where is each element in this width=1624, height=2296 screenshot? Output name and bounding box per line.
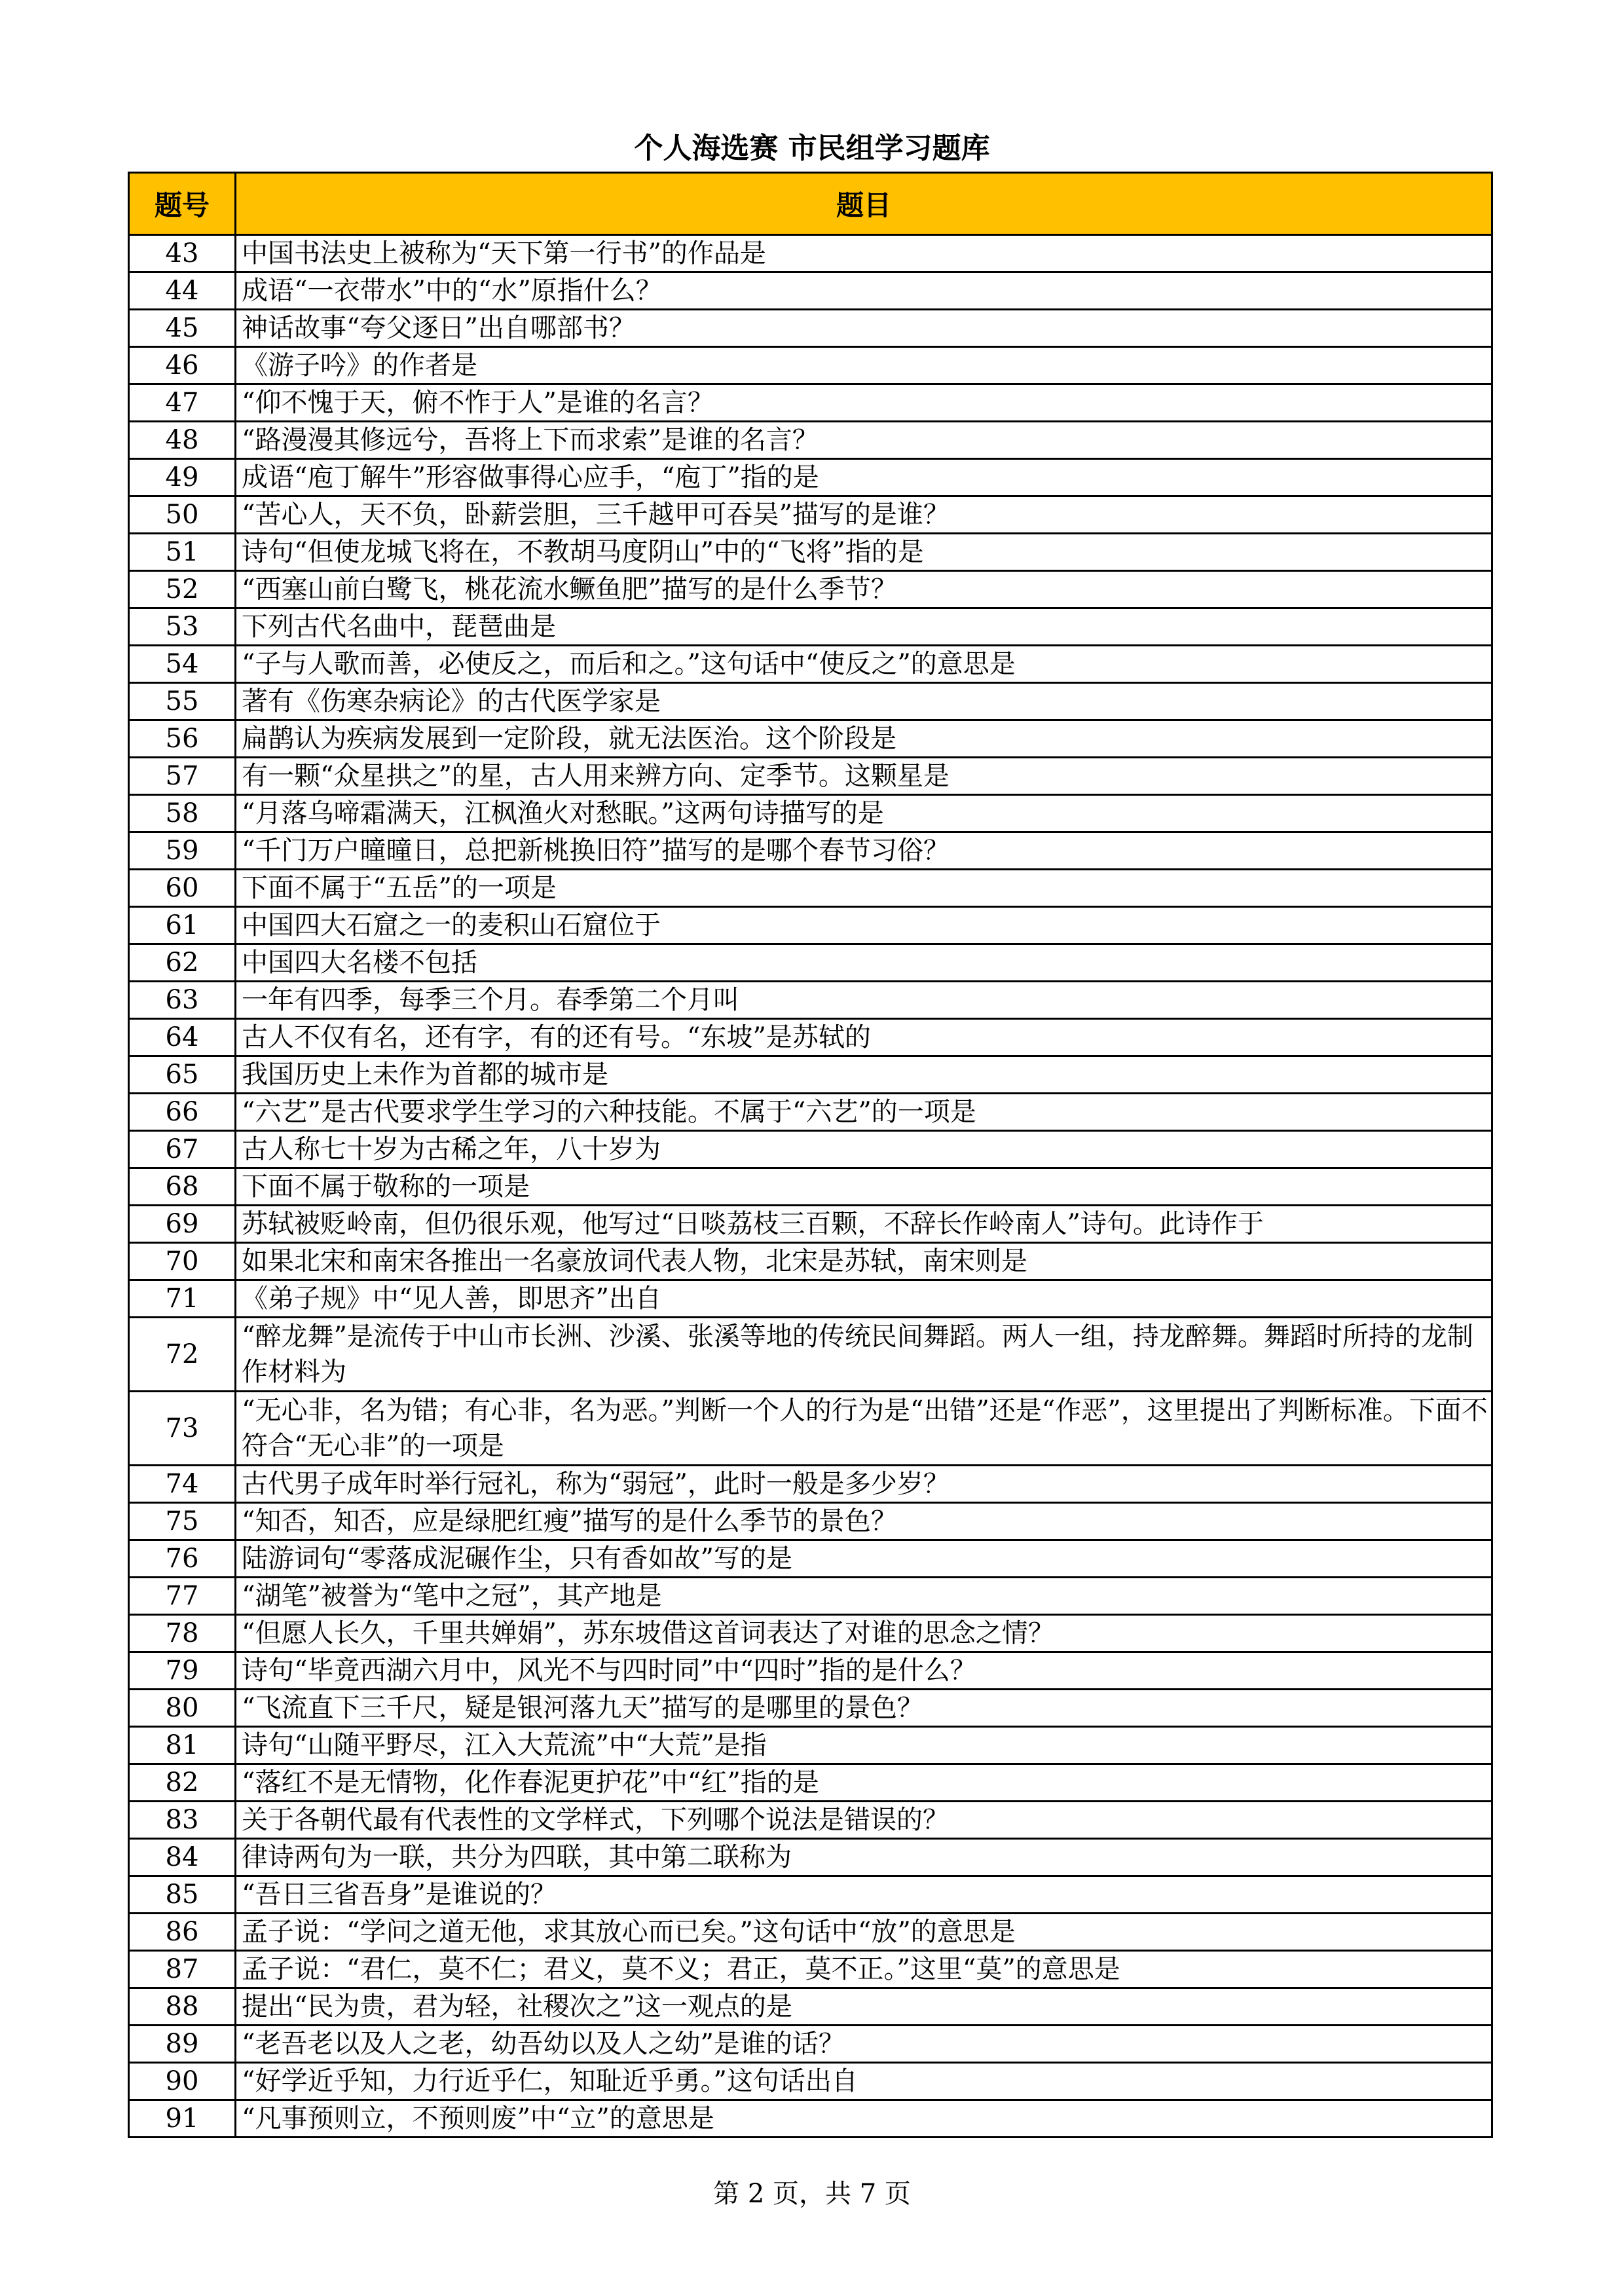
page-footer: 第 2 页，共 7 页 <box>713 2179 911 2209</box>
question-number: 81 <box>129 1727 236 1764</box>
table-row <box>129 1988 1492 2026</box>
question-text: “知否，知否，应是绿肥红瘦”描写的是什么季节的景色？ <box>236 1503 1492 1540</box>
question-number: 62 <box>129 944 236 982</box>
question-number: 82 <box>129 1764 236 1802</box>
table-row <box>129 496 1492 534</box>
question-number: 70 <box>129 1243 236 1280</box>
table-row <box>129 1280 1492 1318</box>
question-text: 诗句“毕竟西湖六月中，风光不与四时同”中“四时”指的是什么？ <box>236 1652 1492 1690</box>
question-number: 45 <box>129 310 236 347</box>
question-text: 中国四大名楼不包括 <box>236 944 1492 982</box>
question-text: 扁鹊认为疾病发展到一定阶段，就无法医治。这个阶段是 <box>236 720 1492 758</box>
question-number: 65 <box>129 1056 236 1094</box>
question-text: “路漫漫其修远兮，吾将上下而求索”是谁的名言？ <box>236 422 1492 459</box>
question-number: 86 <box>129 1914 236 1951</box>
table-row <box>129 944 1492 982</box>
question-text: 如果北宋和南宋各推出一名豪放词代表人物，北宋是苏轼，南宋则是 <box>236 1243 1492 1280</box>
question-text: 诗句“但使龙城飞将在，不教胡马度阴山”中的“飞将”指的是 <box>236 534 1492 571</box>
table-row <box>129 907 1492 944</box>
question-number: 87 <box>129 1951 236 1988</box>
question-text: 古人称七十岁为古稀之年，八十岁为 <box>236 1131 1492 1168</box>
question-number: 54 <box>129 646 236 683</box>
question-text: “湖笔”被誉为“笔中之冠”，其产地是 <box>236 1578 1492 1615</box>
table-row <box>129 1615 1492 1652</box>
question-text: “子与人歌而善，必使反之，而后和之。”这句话中“使反之”的意思是 <box>236 646 1492 683</box>
table-row <box>129 982 1492 1019</box>
question-text: 著有《伤寒杂病论》的古代医学家是 <box>236 683 1492 720</box>
question-text: 下面不属于敬称的一项是 <box>236 1168 1492 1206</box>
question-text: “醉龙舞”是流传于中山市长洲、沙溪、张溪等地的传统民间舞蹈。两人一组，持龙醉舞。舞蹈时所持的龙制作材料为 <box>236 1318 1492 1392</box>
question-number: 58 <box>129 795 236 832</box>
question-text: 律诗两句为一联，共分为四联，其中第二联称为 <box>236 1839 1492 1876</box>
question-text: 成语“一衣带水”中的“水”原指什么？ <box>236 272 1492 310</box>
question-text: 一年有四季，每季三个月。春季第二个月叫 <box>236 982 1492 1019</box>
question-number: 57 <box>129 758 236 795</box>
question-text: 苏轼被贬岭南，但仍很乐观，他写过“日啖荔枝三百颗，不辞长作岭南人”诗句。此诗作于 <box>236 1206 1492 1243</box>
question-number: 77 <box>129 1578 236 1615</box>
question-number: 88 <box>129 1988 236 2026</box>
table-row <box>129 2100 1492 2138</box>
question-number: 78 <box>129 1615 236 1652</box>
question-number: 44 <box>129 272 236 310</box>
question-text: “月落乌啼霜满天，江枫渔火对愁眠。”这两句诗描写的是 <box>236 795 1492 832</box>
question-number: 89 <box>129 2026 236 2063</box>
table-row <box>129 310 1492 347</box>
table-row <box>129 870 1492 907</box>
question-number: 50 <box>129 496 236 534</box>
table-row <box>129 832 1492 870</box>
table-row <box>129 1690 1492 1727</box>
question-text: 中国书法史上被称为“天下第一行书”的作品是 <box>236 235 1492 272</box>
question-text: 提出“民为贵，君为轻，社稷次之”这一观点的是 <box>236 1988 1492 2026</box>
table-row <box>129 758 1492 795</box>
question-number: 60 <box>129 870 236 907</box>
table-row <box>129 571 1492 608</box>
question-number: 52 <box>129 571 236 608</box>
question-text: 陆游词句“零落成泥碾作尘，只有香如故”写的是 <box>236 1540 1492 1578</box>
question-number: 63 <box>129 982 236 1019</box>
table-row <box>129 1019 1492 1056</box>
question-number: 85 <box>129 1876 236 1914</box>
page-title: 个人海选赛 市民组学习题库 <box>634 132 990 165</box>
table-row <box>129 1727 1492 1764</box>
question-text: “但愿人长久，千里共婵娟”，苏东坡借这首词表达了对谁的思念之情？ <box>236 1615 1492 1652</box>
question-text: 有一颗“众星拱之”的星，古人用来辨方向、定季节。这颗星是 <box>236 758 1492 795</box>
question-text: 孟子说：“君仁，莫不仁；君义，莫不义；君正，莫不正。”这里“莫”的意思是 <box>236 1951 1492 1988</box>
question-number: 72 <box>129 1318 236 1392</box>
question-number: 83 <box>129 1802 236 1839</box>
question-text: 关于各朝代最有代表性的文学样式，下列哪个说法是错误的？ <box>236 1802 1492 1839</box>
question-text: “仰不愧于天，俯不怍于人”是谁的名言？ <box>236 384 1492 422</box>
question-text: “六艺”是古代要求学生学习的六种技能。不属于“六艺”的一项是 <box>236 1094 1492 1131</box>
question-number: 43 <box>129 235 236 272</box>
question-text: “飞流直下三千尺，疑是银河落九天”描写的是哪里的景色？ <box>236 1690 1492 1727</box>
question-number: 80 <box>129 1690 236 1727</box>
table-row <box>129 1876 1492 1914</box>
question-text: 成语“庖丁解牛”形容做事得心应手，“庖丁”指的是 <box>236 459 1492 496</box>
table-row <box>129 1168 1492 1206</box>
question-number: 56 <box>129 720 236 758</box>
table-row <box>129 608 1492 646</box>
question-text: “凡事预则立，不预则废”中“立”的意思是 <box>236 2100 1492 2138</box>
question-text: “苦心人，天不负，卧薪尝胆，三千越甲可吞吴”描写的是谁？ <box>236 496 1492 534</box>
table-row <box>129 534 1492 571</box>
question-number: 91 <box>129 2100 236 2138</box>
table-row <box>129 683 1492 720</box>
question-number: 73 <box>129 1392 236 1466</box>
question-number: 49 <box>129 459 236 496</box>
question-text: 中国四大石窟之一的麦积山石窟位于 <box>236 907 1492 944</box>
question-number: 75 <box>129 1503 236 1540</box>
question-number: 69 <box>129 1206 236 1243</box>
table-row <box>129 272 1492 310</box>
table-row <box>129 2063 1492 2100</box>
question-text: 孟子说：“学问之道无他，求其放心而已矣。”这句话中“放”的意思是 <box>236 1914 1492 1951</box>
question-text: 下面不属于“五岳”的一项是 <box>236 870 1492 907</box>
table-row <box>129 1131 1492 1168</box>
question-number: 61 <box>129 907 236 944</box>
table-row <box>129 2026 1492 2063</box>
table-row <box>129 1802 1492 1839</box>
table-row <box>129 1764 1492 1802</box>
header-question-text: 题目 <box>236 173 1492 235</box>
question-number: 66 <box>129 1094 236 1131</box>
question-number: 71 <box>129 1280 236 1318</box>
header-question-number: 题号 <box>129 173 236 235</box>
question-text: 《弟子规》中“见人善，即思齐”出自 <box>236 1280 1492 1318</box>
table-row <box>129 422 1492 459</box>
table-row <box>129 1914 1492 1951</box>
question-number: 51 <box>129 534 236 571</box>
table-row <box>129 1318 1492 1392</box>
table-row <box>129 1466 1492 1503</box>
table-row <box>129 1392 1492 1466</box>
question-number: 46 <box>129 347 236 384</box>
question-text: 《游子吟》的作者是 <box>236 347 1492 384</box>
question-number: 53 <box>129 608 236 646</box>
table-row <box>129 1503 1492 1540</box>
table-row <box>129 646 1492 683</box>
question-rows <box>129 235 1492 2138</box>
table-row <box>129 720 1492 758</box>
table-row <box>129 1206 1492 1243</box>
question-number: 64 <box>129 1019 236 1056</box>
table-row <box>129 1243 1492 1280</box>
question-text: 神话故事“夸父逐日”出自哪部书？ <box>236 310 1492 347</box>
question-number: 84 <box>129 1839 236 1876</box>
table-row <box>129 795 1492 832</box>
table-row <box>129 1578 1492 1615</box>
question-number: 55 <box>129 683 236 720</box>
question-number: 48 <box>129 422 236 459</box>
question-text: “好学近乎知，力行近乎仁，知耻近乎勇。”这句话出自 <box>236 2063 1492 2100</box>
question-number: 68 <box>129 1168 236 1206</box>
question-text: 诗句“山随平野尽，江入大荒流”中“大荒”是指 <box>236 1727 1492 1764</box>
question-text: “落红不是无情物，化作春泥更护花”中“红”指的是 <box>236 1764 1492 1802</box>
question-table <box>128 172 1493 2138</box>
question-text: “无心非，名为错；有心非，名为恶。”判断一个人的行为是“出错”还是“作恶”，这里提出了判断标准。下面不符合“无心非”的一项是 <box>236 1392 1492 1466</box>
question-number: 79 <box>129 1652 236 1690</box>
table-row <box>129 1839 1492 1876</box>
question-text: 古人不仅有名，还有字，有的还有号。“东坡”是苏轼的 <box>236 1019 1492 1056</box>
question-text: 我国历史上未作为首都的城市是 <box>236 1056 1492 1094</box>
question-number: 59 <box>129 832 236 870</box>
table-header-row <box>129 173 1492 235</box>
question-number: 74 <box>129 1466 236 1503</box>
table-row <box>129 1652 1492 1690</box>
table-row <box>129 1540 1492 1578</box>
table-row <box>129 1094 1492 1131</box>
question-text: “吾日三省吾身”是谁说的？ <box>236 1876 1492 1914</box>
question-text: 下列古代名曲中，琵琶曲是 <box>236 608 1492 646</box>
table-row <box>129 347 1492 384</box>
question-text: “千门万户曈曈日，总把新桃换旧符”描写的是哪个春节习俗？ <box>236 832 1492 870</box>
question-text: “西塞山前白鹭飞，桃花流水鳜鱼肥”描写的是什么季节？ <box>236 571 1492 608</box>
table-row <box>129 459 1492 496</box>
table-row <box>129 1951 1492 1988</box>
table-row <box>129 384 1492 422</box>
table-row <box>129 1056 1492 1094</box>
question-number: 67 <box>129 1131 236 1168</box>
question-text: 古代男子成年时举行冠礼，称为“弱冠”，此时一般是多少岁？ <box>236 1466 1492 1503</box>
question-text: “老吾老以及人之老，幼吾幼以及人之幼”是谁的话？ <box>236 2026 1492 2063</box>
question-number: 76 <box>129 1540 236 1578</box>
table-row <box>129 235 1492 272</box>
question-number: 47 <box>129 384 236 422</box>
question-number: 90 <box>129 2063 236 2100</box>
